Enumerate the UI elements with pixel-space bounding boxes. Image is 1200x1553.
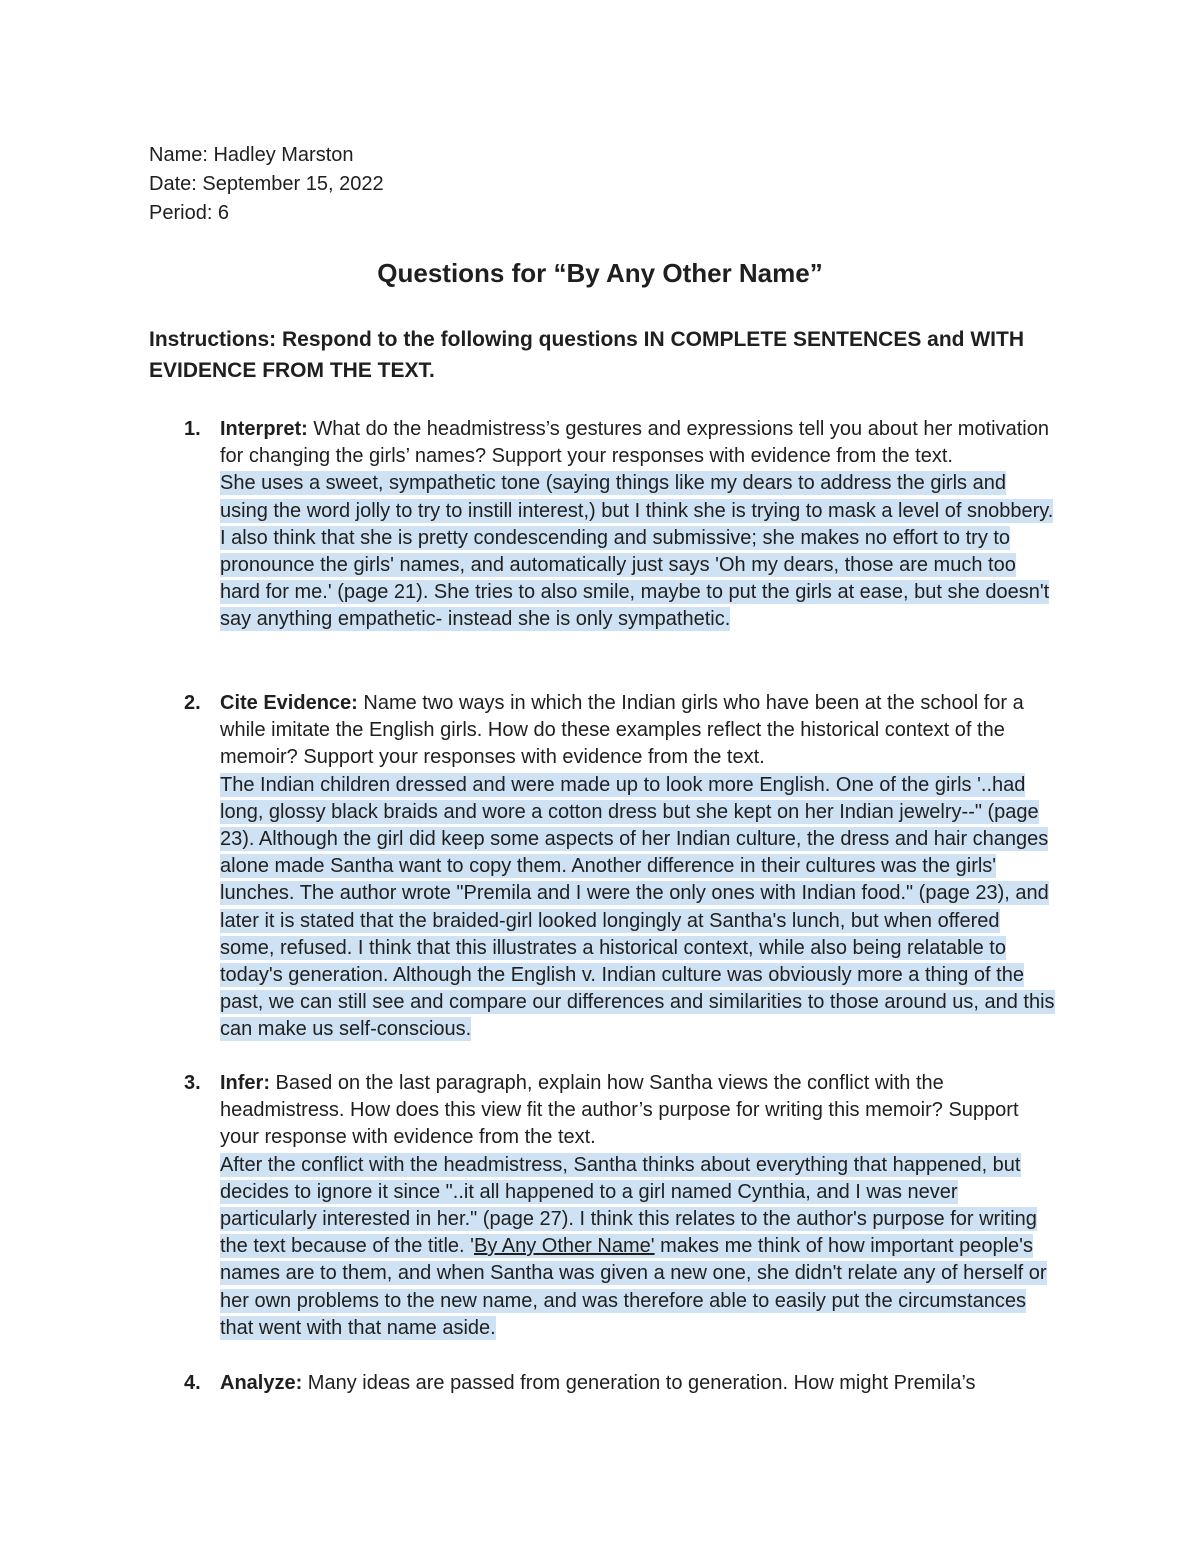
name-line: Name: Hadley Marston	[149, 144, 354, 166]
question-1	[149, 416, 1059, 634]
question-4	[149, 1370, 1059, 1397]
answer-text-before: After the conflict with the headmistress, Santha thinks about everything that happened, but decides to ignore it since "..it all happened to a girl named Cynthia, and I was never particularly interested in her." (page 27). I think this relates to the author's purpose for writing the text because of the title. '	[220, 1153, 1037, 1258]
question-3	[149, 1070, 1059, 1342]
question-prompt: Many ideas are passed from generation to generation. How might Premila’s	[302, 1372, 976, 1394]
question-lead: Analyze:	[220, 1372, 303, 1394]
instructions: Instructions: Respond to the following questions IN COMPLETE SENTENCES and WITH EVIDENCE FROM THE TEXT.	[149, 328, 1024, 382]
document-title: Questions for “By Any Other Name”	[377, 258, 823, 288]
question-prompt: Based on the last paragraph, explain how Santha views the conflict with the headmistress. How does this view fit the author’s purpose for writing this memoir? Support your response with evidence from the text.	[220, 1072, 1019, 1149]
question-prompt: Name two ways in which the Indian girls who have been at the school for a while imitate the English girls. How do these examples reflect the historical context of the memoir? Support your responses with evidence from the text.	[220, 692, 1024, 769]
question-number: 2.	[184, 692, 201, 714]
question-lead: Cite Evidence:	[220, 692, 358, 714]
period-line: Period: 6	[149, 202, 230, 224]
question-number: 4.	[184, 1372, 201, 1394]
answer-text-after: makes me think of how important people's names are to them, and when Santha was given a new one, she didn't relate any of herself or her own problems to the new name, and was therefore able to easily put the circumstances that went with that name aside.	[220, 1235, 1047, 1339]
question-lead: Interpret:	[220, 418, 308, 440]
question-number: 3.	[184, 1072, 201, 1094]
answer-text[interactable]	[220, 1153, 1047, 1340]
answer-text[interactable]: She uses a sweet, sympathetic tone (saying things like my dears to address the girls and using the word jolly to try to instill interest,) but I think she is trying to mask a level of snobbery. I also think that she is pretty condescending and submissive; she makes no effort to try to pronounce the girls' names, and automatically just says 'Oh my dears, those are much too hard for me.' (page 21). She tries to also smile, maybe to put the girls at ease, but she doesn't say anything empathetic- instead she is only sympathetic.	[220, 472, 1054, 631]
question-lead: Infer:	[220, 1072, 270, 1094]
question-prompt: What do the headmistress’s gestures and expressions tell you about her motivation for changing the girls’ names? Support your responses with evidence from the text.	[220, 418, 1049, 468]
student-header	[149, 141, 384, 228]
question-2	[149, 690, 1059, 1044]
date-line: Date: September 15, 2022	[149, 173, 384, 195]
answer-text[interactable]: The Indian children dressed and were made up to look more English. One of the girls '..had long, glossy black braids and wore a cotton dress but she kept on her Indian jewelry--" (page 23). Although the girl did keep some aspects of her Indian culture, the dress and hair changes alone made Santha want to copy them. Another difference in their cultures was the girls' lunches. The author wrote "Premila and I were the only ones with Indian food." (page 23), and later it is stated that the braided-girl looked longingly at Santha's lunch, but when offered some, refused. I think that this illustrates a historical context, while also being relatable to today's generation. Although the English v. Indian culture was obviously more a thing of the past, we can still see and compare our differences and similarities to those around us, and this can make us self-conscious.	[220, 773, 1055, 1041]
question-number: 1.	[184, 418, 201, 440]
underlined-title: By Any Other Name'	[473, 1235, 655, 1258]
